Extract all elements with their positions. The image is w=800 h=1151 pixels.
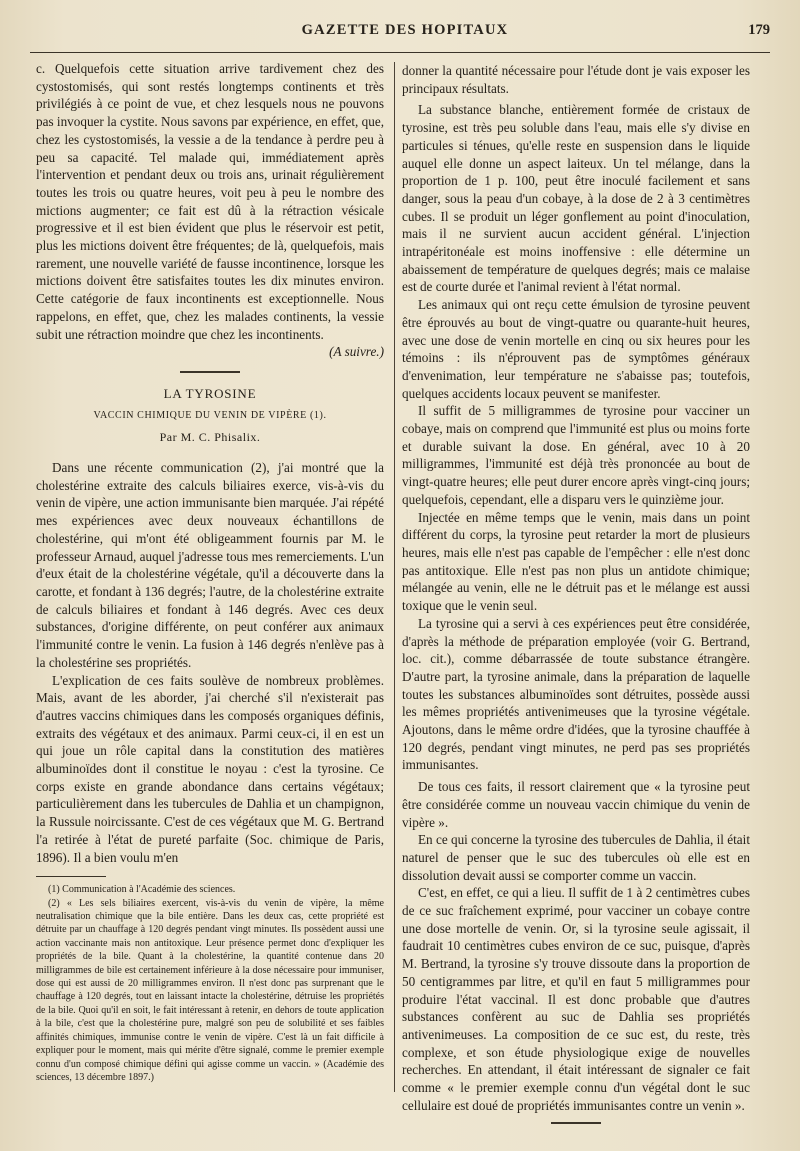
footnote-rule xyxy=(36,876,106,877)
column-divider xyxy=(394,62,395,1092)
article-author: Par M. C. Phisalix. xyxy=(159,430,261,445)
body-paragraph: Il suffit de 5 milligrammes de tyrosine pour vacciner un cobaye, mais on comprend que l'immunité est plus ou moins forte et durable suivant la dose. En général, avec 10 à 20 milligrammes, l'immunité est déjà très prononcée au bout de vingt-quatre heures; elle peut durer encore après vingt-cinq jours; quelquefois, cependant, elle a disparu vers le quinzième jour. xyxy=(402,403,750,507)
article-title: LA TYROSINE xyxy=(163,385,257,401)
running-header xyxy=(40,20,770,44)
article-separator xyxy=(180,371,240,373)
header-rule xyxy=(30,52,770,53)
footnotes xyxy=(36,883,384,1084)
left-column xyxy=(36,60,384,1084)
body-paragraph: L'explication de ces faits soulève de nombreux problèmes. Mais, avant de les aborder, j'ai cherché s'il n'existerait pas d'autres vaccins chimiques dans les composés organiques définis, extraits des végétaux et des animaux. Parmi ceux-ci, il en est un qui joue un rôle capital dans la constitution des matières albuminoïdes dont il constitue le noyau : c'est la tyrosine. Ce corps existe en grande abondance dans certains végétaux; particulièrement dans les tubercules de Dahlia et un champignon, la Russule noircissante. C'est de ces végétaux que M. G. Bertrand l'a retirée à l'état de pureté parfaite (Soc. chimique de Paris, 1896). Il a bien voulu m'en xyxy=(36,672,384,865)
body-paragraph: Injectée en même temps que le venin, mais dans un point différent du corps, la tyrosine peut retarder la mort de plusieurs heures, mais elle n'est pas capable de l'empêcher : elle n'est donc pas antitoxique. Elle n'est pas non plus un antidote chimique; mélangée au venin, elle ne le détruit pas et le mélange est aussi toxique que le venin seul. xyxy=(402,509,750,614)
right-column xyxy=(402,62,750,1124)
article-subtitle: VACCIN CHIMIQUE DU VENIN DE VIPÈRE (1). xyxy=(93,409,327,421)
body-paragraph: La tyrosine qui a servi à ces expériences peut être considérée, d'après la méthode de préparation employée (voir G. Bertrand, loc. cit.), comme débarrassée de toute substance étrangère. D'autre part, la tyrosine animale, dans la préparation de laquelle toutes les substances albuminoïdes sont détruites, possède aussi les mêmes propriétés antivenimeuses que la tyrosine végétale. Ajoutons, dans le même ordre d'idées, que la tyrosine chauffée à 120 degrés, pendant vingt minutes, ne perd pas ses propriétés immunisantes. xyxy=(402,615,750,773)
to-follow-note: (A suivre.) xyxy=(329,344,384,360)
article-heading xyxy=(36,385,384,447)
body-paragraph: En ce qui concerne la tyrosine des tubercules de Dahlia, il était naturel de penser que le suc des tubercules où elle est en dissolution devait aussi se comporter comme un vaccin. xyxy=(402,832,750,883)
body-paragraph: De tous ces faits, il ressort clairement que « la tyrosine peut être considérée comme un nouveau vaccin chimique du venin de vipère ». xyxy=(402,779,750,830)
page-number: 179 xyxy=(748,22,770,38)
body-paragraph: La substance blanche, entièrement formée de cristaux de tyrosine, est très peu soluble dans l'eau, mais elle s'y divise en particules si ténues, qu'elle reste en suspension dans le liquide auquel elle donne un aspect laiteux. Un tel mélange, dans la proportion de 1 p. 100, peut être inoculé facilement et sans danger, sous la peau d'un cobaye, à la dose de 2 à 3 centimètres cubes. Il se produit un léger gonflement au point d'inoculation, mais il ne survient aucun accident général. L'injection intrapéritonéale est moins inoffensive : elle détermine un abaissement de température de quelques degrés; mais ce malaise est de courte durée et l'animal revient à l'état normal. xyxy=(402,102,750,295)
intro-paragraph: c. Quelquefois cette situation arrive tardivement chez des cystostomisés, qui sont restés longtemps continents et très privilégiés à ce point de vue, et chez lesquels nous ne pouvons pas invoquer la cystite. Nous savons par expérience, en effet, que, chez les cystostomisés, la vessie a de la tendance à perdre peu à peu sa capacité. Tel malade qui, immédiatement après l'intervention et pendant deux ou trois ans, urinait régulièrement toutes les trois ou quatre heures, voit peu à peu le nombre des mictions augmenter; ce fait est dû à la rétraction vésicale progressive et il est bien évident que plus le réservoir est petit, plus les mictions doivent être fréquentes; de là, quelquefois, mais rarement, une nouvelle variété de fausse incontinence, lorsque les mictions doivent être satisfaites toutes les dix minutes environ. Cette catégorie de faux incontinents est exceptionnelle. Nous rappelons, en effet, que, chez les malades continents, la vessie subit une rétraction moindre que chez les incontinents. xyxy=(36,61,384,342)
footnote: (2) « Les sels biliaires exercent, vis-à-vis du venin de vipère, la même neutralisation chimique que la bile entière. Dans les deux cas, cette propriété est détruite par un chauffage à 120 degrés pendant vingt minutes. Ils possèdent aussi une action vaccinante mais non antitoxique. Leur présence permet donc d'expliquer les propriétés de la bile. Quant à la cholestérine, la quantité contenue dans 20 milligrammes de bile est certainement inférieure à la dose nécessaire pour immuniser, dose qui est aussi de 20 milligrammes environ. Il n'est donc pas surprenant que le chauffage à 120 degrés, tout en laissant intacte la cholestérine, détruise les propriétés de la bile. Quoi qu'il en soit, le fait intéressant à retenir, en dehors de toute application à la bile, c'est que la cholestérine pure, malgré son peu de solubilité et ses faibles affinités chimiques, immunise contre le venin de vipère. C'est là un fait difficile à expliquer pour le moment, mais qui mérite d'être signalé, comme le premier exemple connu d'un composé chimique défini qui agisse comme un vaccin. » (Académie des sciences, 13 décembre 1897.) xyxy=(36,897,384,1083)
body-paragraph: Dans une récente communication (2), j'ai montré que la cholestérine extraite des calculs biliaires exerce, vis-à-vis du venin de vipère, une action immunisante bien marquée. J'ai répété mes expériences avec deux nouveaux échantillons de cholestérine, qui m'ont été obligeamment fournis par M. le professeur Arnaud, auquel j'adresse tous mes remerciements. L'un d'eux était de la cholestérine végétale, qu'il a découverte dans la carotte, et fondant à 136 degrés; l'autre, de la cholestérine extraite de calculs biliaires et fondant à 146 degrés. Avec ces deux substances, d'origine différente, on peut conférer aux animaux l'immunité contre le venin. La fusion à 146 degrés n'enlève pas à la cholestérine ses propriétés. xyxy=(36,460,384,670)
end-separator xyxy=(551,1122,601,1124)
body-paragraph: Les animaux qui ont reçu cette émulsion de tyrosine peuvent être éprouvés au bout de vingt-quatre ou quarante-huit heures, avec une dose de venin mortelle en cinq ou six heures pour les témoins : ils n'éprouvent pas de symptômes généraux d'envenimation, leur température ne s'abaisse pas; toutefois, quelques accidents locaux peuvent se manifester. xyxy=(402,297,750,401)
footnote: (1) Communication à l'Académie des sciences. xyxy=(48,884,236,896)
body-paragraph: donner la quantité nécessaire pour l'étude dont je vais exposer les principaux résultats. xyxy=(402,63,750,96)
journal-title: GAZETTE DES HOPITAUX xyxy=(301,22,509,38)
body-paragraph: C'est, en effet, ce qui a lieu. Il suffit de 1 à 2 centimètres cubes de ce suc fraîchement exprimé, pour vacciner un cobaye contre une dose mortelle de venin. Or, si la tyrosine seule agissait, il faudrait 10 centimètres cubes environ de ce suc, puisque, d'après M. Bertrand, la tyrosine s'y trouve dissoute dans la proportion de 50 centigrammes par litre, et qu'il en faut 5 milligrammes pour produire l'état vaccinal. Il est donc probable que d'autres substances confèrent au suc de Dahlia ses propriétés antivenimeuses. La composition de ce suc est, du reste, très complexe, et son étude physiologique exige de nouvelles recherches. En attendant, il était intéressant de signaler ce fait comme « le premier exemple connu d'un végétal dont le suc cellulaire est doué de propriétés immunisantes contre un venin ». xyxy=(402,885,750,1113)
